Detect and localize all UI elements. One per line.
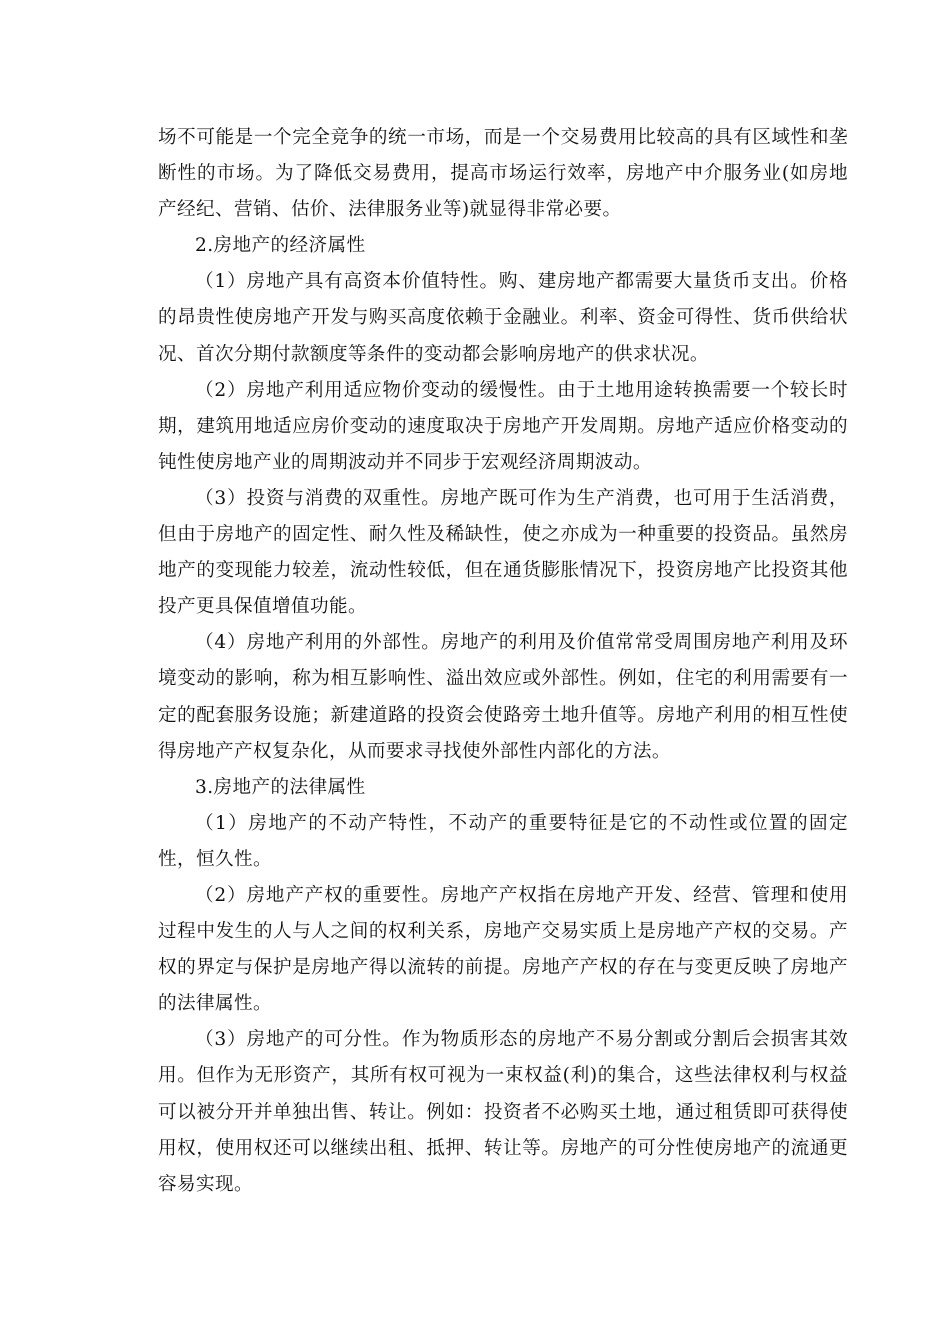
document-body — [158, 120, 848, 1203]
paragraph-economic-4: （4）房地产利用的外部性。房地产的利用及价值常常受周围房地产利用及环境变动的影响，称为相互影响性、溢出效应或外部性。例如，住宅的利用需要有一定的配套服务设施；新建道路的投资会使路旁土地升值等。房地产利用的相互性使得房地产产权复杂化，从而要求寻找使外部性内部化的方法。 — [158, 632, 848, 762]
paragraph-legal-3: （3）房地产的可分性。作为物质形态的房地产不易分割或分割后会损害其效用。但作为无形资产，其所有权可视为一束权益(利)的集合，这些法律权利与权益可以被分开并单独出售、转让。例如：投资者不必购买土地，通过租赁即可获得使用权，使用权还可以继续出租、抵押、转让等。房地产的可分性使房地产的流通更容易实现。 — [158, 1029, 848, 1195]
paragraph-economic-3: （3）投资与消费的双重性。房地产既可作为生产消费，也可用于生活消费，但由于房地产的固定性、耐久性及稀缺性，使之亦成为一种重要的投资品。虽然房地产的变现能力较差，流动性较低，但在通货膨胀情况下，投资房地产比投资其他投产更具保值增值功能。 — [158, 487, 848, 618]
section-heading-economic: 2.房地产的经济属性 — [195, 235, 366, 257]
paragraph-economic-1: （1）房地产具有高资本价值特性。购、建房地产都需要大量货币支出。价格的昂贵性使房地产开发与购买高度依赖于金融业。利率、资金可得性、货币供给状况、首次分期付款额度等条件的变动都会影响房地产的供求状况。 — [158, 271, 848, 365]
paragraph-economic-2: （2）房地产利用适应物价变动的缓慢性。由于土地用途转换需要一个较长时期，建筑用地适应房价变动的速度取决于房地产开发周期。房地产适应价格变动的钝性使房地产业的周期波动并不同步于宏观经济周期波动。 — [158, 379, 848, 473]
section-heading-legal: 3.房地产的法律属性 — [195, 776, 366, 798]
paragraph-legal-1: （1）房地产的不动产特性，不动产的重要特征是它的不动性或位置的固定性，恒久性。 — [158, 812, 848, 870]
paragraph-continuation: 场不可能是一个完全竞争的统一市场，而是一个交易费用比较高的具有区域性和垄断性的市场。为了降低交易费用，提高市场运行效率，房地产中介服务业(如房地产经纪、营销、估价、法律服务业等)就显得非常必要。 — [158, 127, 848, 221]
paragraph-legal-2: （2）房地产产权的重要性。房地产产权指在房地产开发、经营、管理和使用过程中发生的人与人之间的权利关系，房地产交易实质上是房地产产权的交易。产权的界定与保护是房地产得以流转的前提。房地产产权的存在与变更反映了房地产的法律属性。 — [158, 884, 848, 1015]
